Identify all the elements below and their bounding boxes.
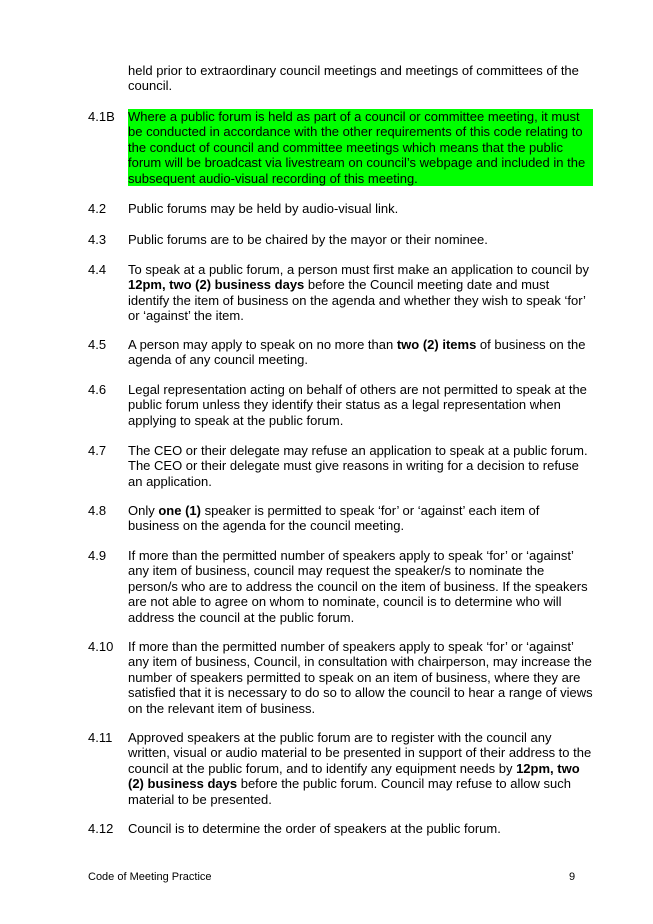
clause-number: 4.9	[88, 548, 107, 563]
clause-number: 4.2	[88, 201, 107, 216]
footer-page-number: 9	[569, 871, 576, 883]
clause-number: 4.12	[88, 821, 114, 836]
clause-text: Only one (1) speaker is permitted to speak ‘for’ or ‘against’ each item of business on the agenda for the council meeting.	[128, 503, 540, 534]
clause-number: 4.6	[88, 382, 107, 397]
clause-text: A person may apply to speak on no more than two (2) items of business on the agenda of any council meeting.	[128, 337, 586, 368]
clause-text: Public forums may be held by audio-visual link.	[128, 201, 399, 216]
clause-text: Council is to determine the order of speakers at the public forum.	[128, 821, 501, 836]
clause-text: Legal representation acting on behalf of others are not permitted to speak at the public forum unless they identify their status as a legal representation when applying to speak at the public forum.	[128, 382, 587, 428]
clause-text: Public forums are to be chaired by the mayor or their nominee.	[128, 232, 488, 247]
clause-text-highlighted: Where a public forum is held as part of a council or committee meeting, it must be conducted in accordance with the other requirements of this code relating to the conduct of council and committee meetings which means that the public forum will be broadcast via livestream on council’s webpage and included in the subsequent audio-visual recording of this meeting.	[128, 109, 593, 186]
clause-number: 4.1B	[88, 109, 115, 124]
clause-text: To speak at a public forum, a person must first make an application to council by 12pm, two (2) business days before the Council meeting date and must identify the item of business on the agenda and whether they wish to speak ‘for’ or ‘against’ the item.	[128, 262, 590, 324]
continuation-text: held prior to extraordinary council meetings and meetings of committees of the council.	[128, 63, 579, 94]
clause-number: 4.8	[88, 503, 107, 518]
footer-title: Code of Meeting Practice	[88, 871, 212, 883]
clause-text: If more than the permitted number of speakers apply to speak ‘for’ or ‘against’ any item of business, Council, in consultation with chairperson, may increase the number of speakers permitted to speak on an item of business, where they are satisfied that it is necessary to do so to allow the council to hear a range of views on the relevant item of business.	[128, 639, 593, 716]
clause-number: 4.10	[88, 639, 114, 654]
clause-number: 4.3	[88, 232, 107, 247]
clause-number: 4.11	[88, 730, 113, 745]
clause-number: 4.5	[88, 337, 107, 352]
clause-text: Approved speakers at the public forum are to register with the council any written, visual or audio material to be presented in support of their address to the council at the public forum, and to identify any equipment needs by 12pm, two (2) business days before the public forum. Council may refuse to allow such material to be presented.	[128, 730, 592, 807]
clause-number: 4.4	[88, 262, 107, 277]
clause-text: The CEO or their delegate may refuse an application to speak at a public forum. The CEO or their delegate must give reasons in writing for a decision to refuse an application.	[128, 443, 588, 489]
clause-text: If more than the permitted number of speakers apply to speak ‘for’ or ‘against’ any item of business, council may request the speaker/s to nominate the person/s who are to address the council on the item of business. If the speakers are not able to agree on whom to nominate, council is to determine who will address the council at the public forum.	[128, 548, 588, 625]
clause-number: 4.7	[88, 443, 107, 458]
